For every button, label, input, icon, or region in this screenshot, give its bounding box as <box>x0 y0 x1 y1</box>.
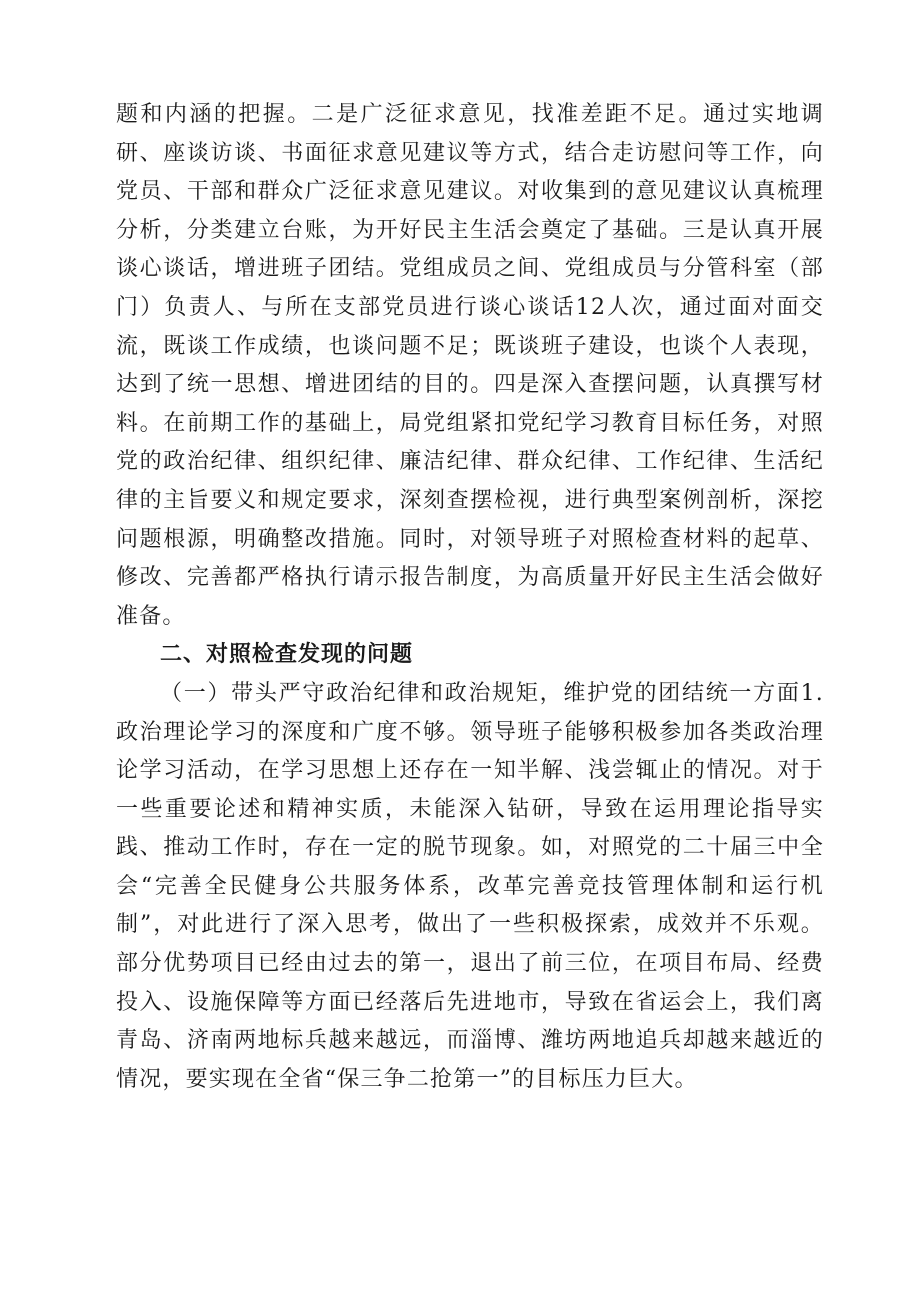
section-heading: 二、对照检查发现的问题 <box>160 642 414 668</box>
body-paragraph-continued: 题和内涵的把握。二是广泛征求意见，找准差距不足。通过实地调研、座谈访谈、书面征求意见建议等方式，结合走访慰问等工作，向党员、干部和群众广泛征求意见建议。对收集到的意见建议认真梳理分析，分类建立台账，为开好民主生活会奠定了基础。三是认真开展谈心谈话，增进班子团结。党组成员之间、党组成员与分管科室（部门）负责人、与所在支部党员进行谈心谈话12人次，通过面对面交流，既谈工作成绩，也谈问题不足；既谈班子建设，也谈个人表现，达到了统一思想、增进团结的目的。四是深入查摆问题，认真撰写材料。在前期工作的基础上，局党组紧扣党纪学习教育目标任务，对照党的政治纪律、组织纪律、廉洁纪律、群众纪律、工作纪律、生活纪律的主旨要义和规定要求，深刻查摆检视，进行典型案例剖析，深挖问题根源，明确整改措施。同时，对领导班子对照检查材料的起草、修改、完善都严格执行请示报告制度，为高质量开好民主生活会做好准备。 <box>116 102 824 629</box>
body-paragraph-issues: （一）带头严守政治纪律和政治规矩，维护党的团结统一方面1.政治理论学习的深度和广度不够。领导班子能够积极参加各类政治理论学习活动，在学习思想上还存在一知半解、浅尝辄止的情况。对于一些重要论述和精神实质，未能深入钻研，导致在运用理论指导实践、推动工作时，存在一定的脱节现象。如，对照党的二十届三中全会“完善全民健身公共服务体系，改革完善竞技管理体制和运行机制”，对此进行了深入思考，做出了一些积极探索，成效并不乐观。部分优势项目已经由过去的第一，退出了前三位，在项目布局、经费投入、设施保障等方面已经落后先进地市，导致在省运会上，我们离青岛、济南两地标兵越来越远，而淄博、潍坊两地追兵却越来越近的情况，要实现在全省“保三争二抢第一”的目标压力巨大。 <box>116 680 824 1092</box>
document-body <box>116 96 824 1099</box>
